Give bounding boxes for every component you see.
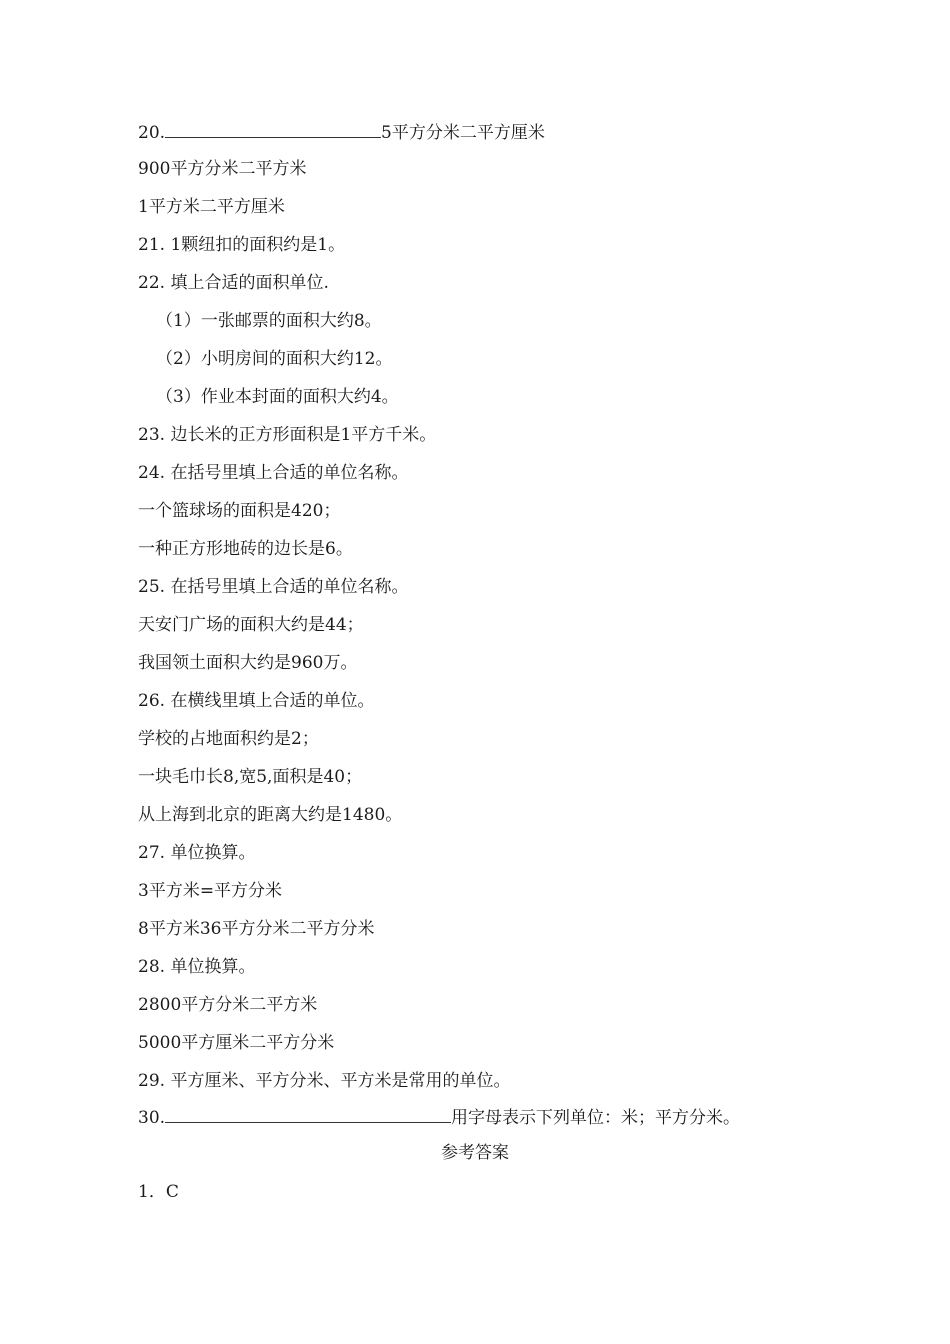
q20-line-2: 900平方分米二平方米 [138,159,307,179]
q28-title: 28. 单位换算。 [138,957,256,977]
q30-line [138,1104,740,1130]
answer-1: 1．C [138,1182,179,1202]
q20-number: 20. [138,123,166,143]
q22-item-1: （1）一张邮票的面积大约8。 [156,311,382,331]
q26-line-2: 一块毛巾长8,宽5,面积是40； [138,767,363,787]
q24-title: 24. 在括号里填上合适的单位名称。 [138,463,409,483]
q30-answer-blank [165,1104,451,1123]
answers-heading: 参考答案 [441,1143,509,1163]
q27-line-2: 8平方米36平方分米二平方分米 [138,919,375,939]
q21-line: 21. 1颗纽扣的面积约是1。 [138,235,346,255]
q27-title: 27. 单位换算。 [138,843,256,863]
q24-line-2: 一种正方形地砖的边长是6。 [138,539,353,559]
q25-line-2: 我国领土面积大约是960万。 [138,653,358,673]
q22-item-2: （2）小明房间的面积大约12。 [156,349,393,369]
q25-line-1: 天安门广场的面积大约是44； [138,615,364,635]
q24-line-1: 一个篮球场的面积是420； [138,501,341,521]
q20-answer-blank [165,119,381,138]
q30-number: 30. [138,1108,166,1128]
q25-title: 25. 在括号里填上合适的单位名称。 [138,577,409,597]
q20-line-3: 1平方米二平方厘米 [138,197,285,217]
q26-line-1: 学校的占地面积约是2； [138,729,319,749]
q29-line: 29. 平方厘米、平方分米、平方米是常用的单位。 [138,1071,511,1091]
q28-line-2: 5000平方厘米二平方分米 [138,1033,335,1053]
q27-line-1: 3平方米=平方分米 [138,881,283,901]
q20-text: 5平方分米二平方厘米 [381,123,545,143]
q22-title: 22. 填上合适的面积单位. [138,273,329,293]
q22-item-3: （3）作业本封面的面积大约4。 [156,387,399,407]
q28-line-1: 2800平方分米二平方米 [138,995,318,1015]
q26-title: 26. 在横线里填上合适的单位。 [138,691,375,711]
q26-line-3: 从上海到北京的距离大约是1480。 [138,805,403,825]
q23-line: 23. 边长米的正方形面积是1平方千米。 [138,425,437,445]
q20-line [138,119,545,145]
q30-text: 用字母表示下列单位：米；平方分米。 [451,1108,741,1128]
